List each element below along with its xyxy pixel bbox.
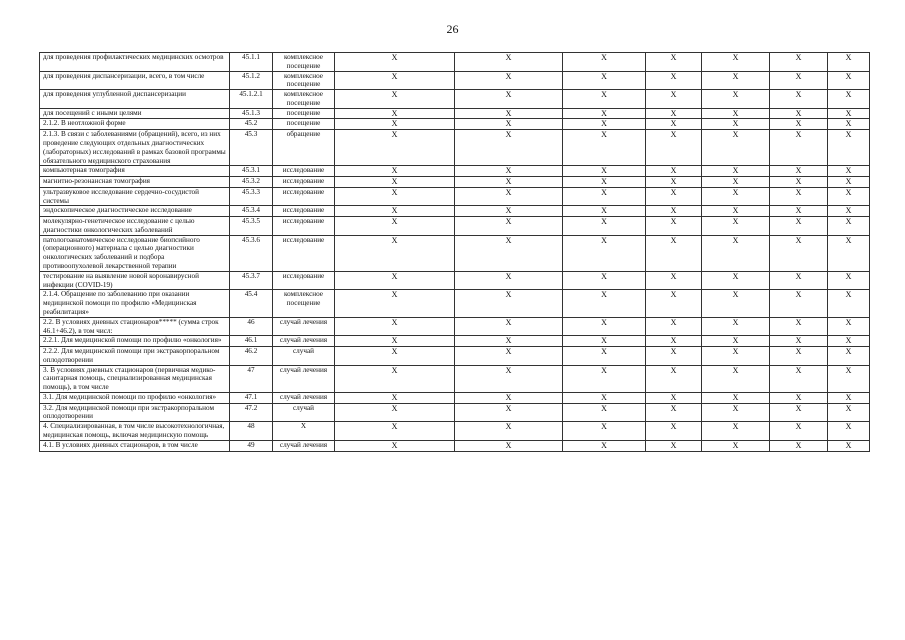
row-value-cell: X: [646, 108, 702, 119]
row-value-cell: X: [563, 187, 646, 206]
row-value-cell: X: [828, 235, 870, 271]
row-value-cell: X: [770, 217, 828, 236]
row-name-cell: патологоанатомическое исследование биопсийного (операционного) материала с целью диагностики онкологических заболеваний и подбора противоопухолевой лекарственной терапии: [40, 235, 230, 271]
row-value-cell: X: [702, 290, 770, 317]
table-row: [40, 71, 870, 90]
row-name-cell: 4.1. В условиях дневных стационаров, в том числе: [40, 440, 230, 451]
row-value-cell: X: [455, 130, 563, 166]
table-row: [40, 235, 870, 271]
row-value-cell: X: [828, 392, 870, 403]
row-name-cell: 3.1. Для медицинской помощи по профилю «онкология»: [40, 392, 230, 403]
row-value-cell: X: [335, 290, 455, 317]
row-value-cell: X: [702, 130, 770, 166]
row-value-cell: X: [828, 347, 870, 366]
row-value-cell: X: [646, 365, 702, 392]
table-row: [40, 166, 870, 177]
row-value-cell: X: [702, 71, 770, 90]
row-value-cell: X: [828, 108, 870, 119]
row-value-cell: X: [828, 187, 870, 206]
row-unit-cell: исследование: [273, 206, 335, 217]
row-name-cell: 2.2.2. Для медицинской помощи при экстракорпоральном оплодотворении: [40, 347, 230, 366]
row-value-cell: X: [828, 336, 870, 347]
row-code-cell: 45.3.7: [230, 271, 273, 290]
row-value-cell: X: [646, 166, 702, 177]
row-unit-cell: исследование: [273, 187, 335, 206]
row-code-cell: 47: [230, 365, 273, 392]
row-value-cell: X: [335, 71, 455, 90]
row-value-cell: X: [702, 187, 770, 206]
row-value-cell: X: [646, 336, 702, 347]
row-value-cell: X: [563, 130, 646, 166]
row-value-cell: X: [828, 440, 870, 451]
row-value-cell: X: [646, 347, 702, 366]
row-code-cell: 49: [230, 440, 273, 451]
row-value-cell: X: [335, 422, 455, 441]
row-value-cell: X: [702, 90, 770, 109]
row-value-cell: X: [702, 119, 770, 130]
row-value-cell: X: [702, 206, 770, 217]
table-row: [40, 392, 870, 403]
row-name-cell: 4. Специализированная, в том числе высокотехнологичная, медицинская помощь, включая медицинскую помощь: [40, 422, 230, 441]
row-unit-cell: случай лечения: [273, 392, 335, 403]
row-unit-cell: исследование: [273, 271, 335, 290]
row-value-cell: X: [702, 166, 770, 177]
row-name-cell: 2.1.4. Обращение по заболеванию при оказании медицинской помощи по профилю «Медицинская реабилитация»: [40, 290, 230, 317]
row-value-cell: X: [770, 440, 828, 451]
row-value-cell: X: [770, 365, 828, 392]
row-value-cell: X: [702, 317, 770, 336]
row-value-cell: X: [646, 130, 702, 166]
row-value-cell: X: [828, 403, 870, 422]
row-value-cell: X: [335, 53, 455, 72]
row-value-cell: X: [828, 90, 870, 109]
row-value-cell: X: [335, 235, 455, 271]
row-value-cell: X: [335, 347, 455, 366]
row-unit-cell: комплексное посещение: [273, 71, 335, 90]
row-code-cell: 45.3.4: [230, 206, 273, 217]
row-value-cell: X: [563, 217, 646, 236]
row-value-cell: X: [455, 206, 563, 217]
row-code-cell: 45.2: [230, 119, 273, 130]
row-value-cell: X: [455, 347, 563, 366]
row-code-cell: 45.1.3: [230, 108, 273, 119]
row-value-cell: X: [702, 365, 770, 392]
table-row: [40, 130, 870, 166]
table-row: [40, 53, 870, 72]
table-row: [40, 217, 870, 236]
row-value-cell: X: [455, 187, 563, 206]
row-name-cell: 2.2.1. Для медицинской помощи по профилю «онкология»: [40, 336, 230, 347]
table-row: [40, 290, 870, 317]
row-code-cell: 45.1.1: [230, 53, 273, 72]
row-unit-cell: исследование: [273, 177, 335, 188]
row-code-cell: 45.3.1: [230, 166, 273, 177]
row-name-cell: для проведения диспансеризации, всего, в том числе: [40, 71, 230, 90]
row-value-cell: X: [563, 166, 646, 177]
table-row: [40, 271, 870, 290]
row-name-cell: для посещений с иными целями: [40, 108, 230, 119]
row-value-cell: X: [455, 403, 563, 422]
row-value-cell: X: [770, 235, 828, 271]
row-value-cell: X: [563, 108, 646, 119]
row-value-cell: X: [770, 90, 828, 109]
row-name-cell: 2.2. В условиях дневных стационаров***** (сумма строк 46.1+46.2), в том числ:: [40, 317, 230, 336]
table-body: [40, 53, 870, 452]
row-value-cell: X: [455, 317, 563, 336]
row-value-cell: X: [646, 119, 702, 130]
row-code-cell: 48: [230, 422, 273, 441]
row-value-cell: X: [455, 271, 563, 290]
row-value-cell: X: [335, 440, 455, 451]
row-unit-cell: исследование: [273, 217, 335, 236]
row-code-cell: 47.2: [230, 403, 273, 422]
row-value-cell: X: [455, 166, 563, 177]
row-value-cell: X: [646, 71, 702, 90]
row-value-cell: X: [646, 53, 702, 72]
row-unit-cell: обращение: [273, 130, 335, 166]
row-unit-cell: исследование: [273, 166, 335, 177]
row-unit-cell: комплексное посещение: [273, 90, 335, 109]
row-value-cell: X: [646, 177, 702, 188]
row-value-cell: X: [828, 217, 870, 236]
row-code-cell: 45.3: [230, 130, 273, 166]
row-value-cell: X: [455, 53, 563, 72]
row-value-cell: X: [702, 422, 770, 441]
table-row: [40, 90, 870, 109]
row-value-cell: X: [335, 206, 455, 217]
row-value-cell: X: [646, 187, 702, 206]
row-value-cell: X: [563, 290, 646, 317]
row-value-cell: X: [455, 392, 563, 403]
row-value-cell: X: [455, 422, 563, 441]
row-value-cell: X: [702, 336, 770, 347]
row-value-cell: X: [702, 403, 770, 422]
row-value-cell: X: [702, 440, 770, 451]
row-code-cell: 45.3.5: [230, 217, 273, 236]
row-unit-cell: случай: [273, 403, 335, 422]
row-code-cell: 45.1.2: [230, 71, 273, 90]
table-row: [40, 177, 870, 188]
row-value-cell: X: [702, 235, 770, 271]
row-unit-cell: комплексное посещение: [273, 53, 335, 72]
row-code-cell: 45.3.3: [230, 187, 273, 206]
row-name-cell: эндоскопическое диагностическое исследование: [40, 206, 230, 217]
row-value-cell: X: [828, 119, 870, 130]
row-value-cell: X: [770, 403, 828, 422]
table-row: [40, 422, 870, 441]
row-unit-cell: случай лечения: [273, 365, 335, 392]
row-value-cell: X: [828, 290, 870, 317]
row-value-cell: X: [335, 392, 455, 403]
row-name-cell: для проведения углубленной диспансеризации: [40, 90, 230, 109]
row-value-cell: X: [770, 108, 828, 119]
table-row: [40, 336, 870, 347]
row-unit-cell: комплексное посещение: [273, 290, 335, 317]
row-value-cell: X: [563, 403, 646, 422]
row-code-cell: 46.2: [230, 347, 273, 366]
row-value-cell: X: [702, 53, 770, 72]
row-value-cell: X: [455, 90, 563, 109]
row-code-cell: 45.4: [230, 290, 273, 317]
table-row: [40, 119, 870, 130]
row-value-cell: X: [563, 422, 646, 441]
row-name-cell: ультразвуковое исследование сердечно-сосудистой системы: [40, 187, 230, 206]
row-value-cell: X: [563, 53, 646, 72]
row-value-cell: X: [646, 392, 702, 403]
row-value-cell: X: [563, 90, 646, 109]
row-unit-cell: случай лечения: [273, 317, 335, 336]
row-value-cell: X: [770, 206, 828, 217]
row-value-cell: X: [770, 271, 828, 290]
table-row: [40, 440, 870, 451]
row-value-cell: X: [828, 177, 870, 188]
data-table: [39, 52, 870, 452]
row-value-cell: X: [770, 53, 828, 72]
row-value-cell: X: [646, 290, 702, 317]
row-value-cell: X: [563, 347, 646, 366]
table-row: [40, 347, 870, 366]
row-value-cell: X: [828, 365, 870, 392]
row-value-cell: X: [455, 71, 563, 90]
row-value-cell: X: [770, 187, 828, 206]
row-code-cell: 45.3.2: [230, 177, 273, 188]
row-name-cell: 3.2. Для медицинской помощи при экстракорпоральном оплодотворении: [40, 403, 230, 422]
row-value-cell: X: [335, 108, 455, 119]
row-name-cell: 2.1.3. В связи с заболеваниями (обращений), всего, из них проведение следующих отдельных диагностических (лабораторных) исследований в рамках базовой программы обязательного медицинского страхования: [40, 130, 230, 166]
row-code-cell: 45.1.2.1: [230, 90, 273, 109]
row-value-cell: X: [455, 365, 563, 392]
row-value-cell: X: [702, 108, 770, 119]
row-value-cell: X: [335, 177, 455, 188]
row-value-cell: X: [563, 365, 646, 392]
row-value-cell: X: [563, 119, 646, 130]
row-value-cell: X: [563, 317, 646, 336]
row-value-cell: X: [770, 317, 828, 336]
row-name-cell: 3. В условиях дневных стационаров (первичная медико-санитарная помощь, специализированная медицинская помощь), в том числе: [40, 365, 230, 392]
row-unit-cell: посещение: [273, 119, 335, 130]
row-value-cell: X: [563, 206, 646, 217]
row-value-cell: X: [563, 177, 646, 188]
row-value-cell: X: [770, 166, 828, 177]
row-value-cell: X: [563, 440, 646, 451]
row-value-cell: X: [455, 440, 563, 451]
row-value-cell: X: [770, 422, 828, 441]
row-value-cell: X: [563, 336, 646, 347]
row-value-cell: X: [702, 271, 770, 290]
row-name-cell: 2.1.2. В неотложной форме: [40, 119, 230, 130]
row-value-cell: X: [646, 403, 702, 422]
row-value-cell: X: [335, 403, 455, 422]
row-value-cell: X: [828, 166, 870, 177]
row-unit-cell: случай лечения: [273, 440, 335, 451]
row-name-cell: тестирование на выявление новой коронавирусной инфекции (COVID-19): [40, 271, 230, 290]
row-value-cell: X: [455, 119, 563, 130]
table-row: [40, 108, 870, 119]
row-value-cell: X: [828, 130, 870, 166]
row-value-cell: X: [828, 53, 870, 72]
row-value-cell: X: [335, 187, 455, 206]
row-unit-cell: посещение: [273, 108, 335, 119]
row-value-cell: X: [770, 177, 828, 188]
row-value-cell: X: [563, 271, 646, 290]
row-unit-cell: исследование: [273, 235, 335, 271]
row-code-cell: 45.3.6: [230, 235, 273, 271]
row-value-cell: X: [702, 217, 770, 236]
row-value-cell: X: [702, 392, 770, 403]
row-value-cell: X: [335, 317, 455, 336]
row-value-cell: X: [702, 347, 770, 366]
row-value-cell: X: [335, 336, 455, 347]
table-row: [40, 206, 870, 217]
row-value-cell: X: [563, 235, 646, 271]
row-unit-cell: случай лечения: [273, 336, 335, 347]
page-number: 26: [446, 22, 459, 36]
row-name-cell: молекулярно-генетическое исследование с целью диагностики онкологических заболеваний: [40, 217, 230, 236]
row-value-cell: X: [455, 336, 563, 347]
row-value-cell: X: [335, 119, 455, 130]
row-value-cell: X: [455, 217, 563, 236]
row-name-cell: компьютерная томография: [40, 166, 230, 177]
row-value-cell: X: [646, 206, 702, 217]
row-value-cell: X: [646, 217, 702, 236]
row-value-cell: X: [646, 235, 702, 271]
row-value-cell: X: [646, 317, 702, 336]
row-value-cell: X: [563, 71, 646, 90]
row-value-cell: X: [828, 206, 870, 217]
row-value-cell: X: [646, 422, 702, 441]
row-value-cell: X: [335, 217, 455, 236]
row-code-cell: 46: [230, 317, 273, 336]
row-value-cell: X: [770, 119, 828, 130]
row-value-cell: X: [770, 392, 828, 403]
row-value-cell: X: [335, 90, 455, 109]
row-unit-cell: случай: [273, 347, 335, 366]
row-value-cell: X: [770, 347, 828, 366]
row-name-cell: для проведения профилактических медицинских осмотров: [40, 53, 230, 72]
table-row: [40, 317, 870, 336]
row-value-cell: X: [828, 422, 870, 441]
row-value-cell: X: [335, 166, 455, 177]
row-value-cell: X: [455, 235, 563, 271]
row-code-cell: 46.1: [230, 336, 273, 347]
row-value-cell: X: [702, 177, 770, 188]
row-value-cell: X: [646, 440, 702, 451]
row-value-cell: X: [770, 336, 828, 347]
row-value-cell: X: [563, 392, 646, 403]
row-value-cell: X: [646, 271, 702, 290]
row-name-cell: магнитно-резонансная томография: [40, 177, 230, 188]
row-value-cell: X: [828, 317, 870, 336]
row-code-cell: 47.1: [230, 392, 273, 403]
row-value-cell: X: [646, 90, 702, 109]
row-value-cell: X: [770, 130, 828, 166]
row-value-cell: X: [828, 71, 870, 90]
table-row: [40, 365, 870, 392]
row-value-cell: X: [828, 271, 870, 290]
row-value-cell: X: [770, 290, 828, 317]
row-value-cell: X: [455, 177, 563, 188]
row-value-cell: X: [335, 130, 455, 166]
row-value-cell: X: [455, 108, 563, 119]
row-value-cell: X: [335, 271, 455, 290]
table-row: [40, 187, 870, 206]
table-row: [40, 403, 870, 422]
row-value-cell: X: [455, 290, 563, 317]
row-value-cell: X: [335, 365, 455, 392]
row-value-cell: X: [770, 71, 828, 90]
row-unit-cell: X: [273, 422, 335, 441]
